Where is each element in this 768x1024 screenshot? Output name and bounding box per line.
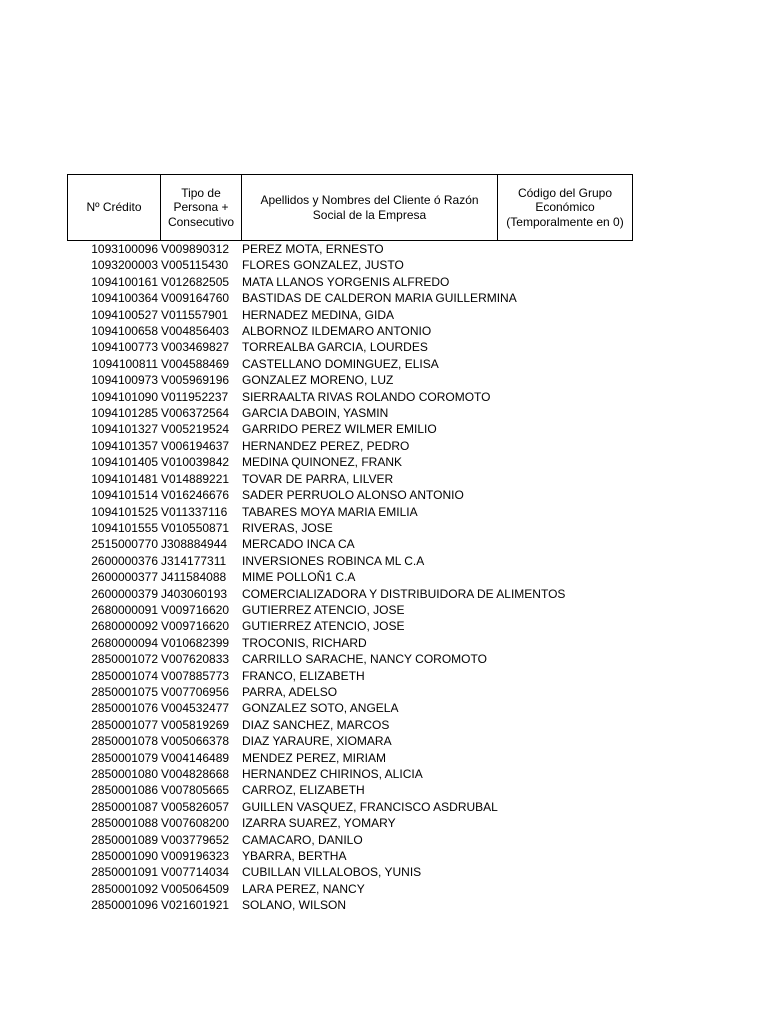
- credit-number-cell: 2850001077: [91, 717, 158, 732]
- client-name-cell: SOLANO, WILSON: [242, 898, 347, 913]
- credit-number-cell: 1094100161: [91, 274, 158, 289]
- person-type-cell: V004146489: [161, 750, 230, 765]
- client-name-cell: FRANCO, ELIZABETH: [242, 668, 365, 683]
- credit-number-cell: 2680000091: [91, 602, 158, 617]
- table-row: [67, 438, 632, 454]
- credit-number-cell: 2850001088: [91, 816, 158, 831]
- table-row: [67, 339, 632, 355]
- table-row: [67, 799, 632, 815]
- credit-number-cell: 1094100658: [91, 324, 158, 339]
- person-type-cell: V004856403: [161, 324, 230, 339]
- person-type-cell: V009716620: [161, 619, 230, 634]
- client-name-cell: MATA LLANOS YORGENIS ALFREDO: [242, 274, 450, 289]
- client-name-cell: MIME POLLOÑ1 C.A: [242, 570, 356, 585]
- table-row: [67, 750, 632, 766]
- client-name-cell: DIAZ SANCHEZ, MARCOS: [242, 717, 390, 732]
- person-type-cell: V005819269: [161, 717, 230, 732]
- person-type-cell: V014889221: [161, 471, 230, 486]
- credit-number-cell: 2850001078: [91, 734, 158, 749]
- client-name-cell: MEDINA QUINONEZ, FRANK: [242, 455, 403, 470]
- table-row: [67, 766, 632, 782]
- header-group-code: Código del Grupo Económico (Temporalmente en 0): [498, 175, 633, 241]
- table-row: [67, 356, 632, 372]
- table-row: [67, 454, 632, 470]
- person-type-cell: V007714034: [161, 865, 230, 880]
- credit-number-cell: 1094100773: [91, 340, 158, 355]
- credit-number-cell: 1093200003: [91, 258, 158, 273]
- credit-number-cell: 1094101405: [91, 455, 158, 470]
- person-type-cell: V006372564: [161, 406, 230, 421]
- client-name-cell: FLORES GONZALEZ, JUSTO: [242, 258, 404, 273]
- client-name-cell: CARRILLO SARACHE, NANCY COROMOTO: [242, 652, 487, 667]
- client-name-cell: SADER PERRUOLO ALONSO ANTONIO: [242, 488, 464, 503]
- person-type-cell: V003469827: [161, 340, 230, 355]
- person-type-cell: V003779652: [161, 832, 230, 847]
- table-header: [67, 174, 633, 241]
- credit-number-cell: 2850001089: [91, 832, 158, 847]
- client-name-cell: YBARRA, BERTHA: [242, 849, 347, 864]
- credit-number-cell: 2850001075: [91, 684, 158, 699]
- person-type-cell: V009890312: [161, 242, 230, 256]
- credit-list-sheet: [67, 174, 632, 914]
- credit-number-cell: 2680000094: [91, 635, 158, 650]
- credit-number-cell: 1094101357: [91, 438, 158, 453]
- table-row: [67, 586, 632, 602]
- client-name-cell: TROCONIS, RICHARD: [242, 635, 367, 650]
- header-client-name: Apellidos y Nombres del Cliente ó Razón Social de la Empresa: [242, 175, 498, 241]
- client-name-cell: TABARES MOYA MARIA EMILIA: [242, 504, 418, 519]
- header-credit-number: Nº Crédito: [68, 175, 161, 241]
- client-name-cell: HERNANDEZ PEREZ, PEDRO: [242, 438, 410, 453]
- person-type-cell: V005969196: [161, 373, 230, 388]
- table-row: [67, 848, 632, 864]
- credit-number-cell: 2850001087: [91, 799, 158, 814]
- table-row: [67, 668, 632, 684]
- header-person-type: Tipo de Persona + Consecutivo: [161, 175, 242, 241]
- person-type-cell: V005066378: [161, 734, 230, 749]
- client-name-cell: GONZALEZ SOTO, ANGELA: [242, 701, 399, 716]
- credit-number-cell: 1093100096: [91, 242, 158, 256]
- credit-number-cell: 2850001079: [91, 750, 158, 765]
- table-row: [67, 635, 632, 651]
- credit-number-cell: 2850001076: [91, 701, 158, 716]
- client-name-cell: BASTIDAS DE CALDERON MARIA GUILLERMINA: [242, 291, 517, 306]
- client-name-cell: GUTIERREZ ATENCIO, JOSE: [242, 619, 405, 634]
- table-row: [67, 520, 632, 536]
- person-type-cell: V009716620: [161, 602, 230, 617]
- person-type-cell: V009164760: [161, 291, 230, 306]
- client-name-cell: IZARRA SUAREZ, YOMARY: [242, 816, 396, 831]
- credit-number-cell: 1094101327: [91, 422, 158, 437]
- table-row: [67, 782, 632, 798]
- table-row: [67, 536, 632, 552]
- credit-number-cell: 2515000770: [91, 537, 158, 552]
- person-type-cell: V011337116: [161, 504, 228, 519]
- credit-number-cell: 2680000092: [91, 619, 158, 634]
- person-type-cell: J403060193: [161, 586, 228, 601]
- person-type-cell: V009196323: [161, 849, 230, 864]
- person-type-cell: V007885773: [161, 668, 230, 683]
- table-row: [67, 815, 632, 831]
- table-row: [67, 257, 632, 273]
- client-name-cell: MENDEZ PEREZ, MIRIAM: [242, 750, 387, 765]
- header-row: [68, 175, 633, 241]
- person-type-cell: V007620833: [161, 652, 230, 667]
- client-name-cell: GARCIA DABOIN, YASMIN: [242, 406, 389, 421]
- client-name-cell: HERNANDEZ CHIRINOS, ALICIA: [242, 767, 423, 781]
- table-row: [67, 602, 632, 618]
- client-name-cell: DIAZ YARAURE, XIOMARA: [242, 734, 392, 749]
- person-type-cell: V005064509: [161, 881, 230, 896]
- client-name-cell: GUILLEN VASQUEZ, FRANCISCO ASDRUBAL: [242, 799, 498, 814]
- table-row: [67, 881, 632, 897]
- client-name-cell: CUBILLAN VILLALOBOS, YUNIS: [242, 865, 422, 880]
- credit-number-cell: 2600000377: [91, 570, 158, 585]
- credit-number-cell: 2850001080: [91, 767, 158, 781]
- person-type-cell: J314177311: [161, 553, 227, 568]
- table-row: [67, 717, 632, 733]
- credit-number-cell: 2600000376: [91, 553, 158, 568]
- table-row: [67, 651, 632, 667]
- table-row: [67, 700, 632, 716]
- credit-number-cell: 1094100364: [91, 291, 158, 306]
- table-row: [67, 864, 632, 880]
- table-row: [67, 553, 632, 569]
- person-type-cell: V012682505: [161, 274, 230, 289]
- person-type-cell: V004588469: [161, 356, 230, 371]
- credit-number-cell: 1094101525: [91, 504, 158, 519]
- credit-number-cell: 1094100973: [91, 373, 158, 388]
- credit-number-cell: 1094100811: [92, 356, 158, 371]
- table-row: [67, 504, 632, 520]
- person-type-cell: V004532477: [161, 701, 230, 716]
- client-name-cell: ALBORNOZ ILDEMARO ANTONIO: [242, 324, 432, 339]
- client-name-cell: CAMACARO, DANILO: [242, 832, 363, 847]
- credit-number-cell: 2850001090: [91, 849, 158, 864]
- client-name-cell: COMERCIALIZADORA Y DISTRIBUIDORA DE ALIMENTOS: [242, 586, 566, 601]
- person-type-cell: V016246676: [161, 488, 230, 503]
- table-row: [67, 569, 632, 585]
- client-name-cell: INVERSIONES ROBINCA ML C.A: [242, 553, 425, 568]
- person-type-cell: V004828668: [161, 767, 230, 781]
- credit-number-cell: 2850001072: [91, 652, 158, 667]
- person-type-cell: V011557901: [161, 307, 229, 322]
- person-type-cell: J411584088: [161, 570, 227, 585]
- credit-number-cell: 2850001074: [91, 668, 158, 683]
- table-row: [67, 618, 632, 634]
- person-type-cell: V011952237: [161, 389, 229, 404]
- credit-number-cell: 1094100527: [91, 307, 158, 322]
- table-row: [67, 421, 632, 437]
- person-type-cell: V006194637: [161, 438, 230, 453]
- person-type-cell: V010682399: [161, 635, 230, 650]
- credit-number-cell: 1094101555: [91, 520, 158, 535]
- credit-number-cell: 2850001096: [91, 898, 158, 913]
- table-row: [67, 323, 632, 339]
- person-type-cell: V010550871: [161, 520, 230, 535]
- table-row: [67, 684, 632, 700]
- table-row: [67, 389, 632, 405]
- person-type-cell: V007706956: [161, 684, 230, 699]
- client-name-cell: HERNADEZ MEDINA, GIDA: [242, 307, 395, 322]
- client-name-cell: CASTELLANO DOMINGUEZ, ELISA: [242, 356, 439, 371]
- person-type-cell: J308884944: [161, 537, 228, 552]
- table-row: [67, 290, 632, 306]
- credit-number-cell: 2850001086: [91, 783, 158, 798]
- client-name-cell: GUTIERREZ ATENCIO, JOSE: [242, 602, 405, 617]
- client-name-cell: PARRA, ADELSO: [242, 684, 338, 699]
- table-row: [67, 487, 632, 503]
- person-type-cell: V005115430: [161, 258, 229, 273]
- person-type-cell: V007608200: [161, 816, 230, 831]
- credit-number-cell: 1094101285: [91, 406, 158, 421]
- table-row: [67, 372, 632, 388]
- client-name-cell: SIERRAALTA RIVAS ROLANDO COROMOTO: [242, 389, 491, 404]
- table-row: [67, 307, 632, 323]
- table-row: [67, 733, 632, 749]
- table-body: [67, 241, 632, 914]
- credit-number-cell: 1094101514: [91, 488, 158, 503]
- table-row: [67, 405, 632, 421]
- client-name-cell: GONZALEZ MORENO, LUZ: [242, 373, 394, 388]
- table-row: [67, 241, 632, 257]
- credit-number-cell: 2850001091: [91, 865, 158, 880]
- table-row: [67, 274, 632, 290]
- client-name-cell: GARRIDO PEREZ WILMER EMILIO: [242, 422, 437, 437]
- client-name-cell: RIVERAS, JOSE: [242, 520, 333, 535]
- credit-number-cell: 2850001092: [91, 881, 158, 896]
- client-name-cell: LARA PEREZ, NANCY: [242, 881, 365, 896]
- credit-number-cell: 1094101090: [91, 389, 158, 404]
- table-row: [67, 832, 632, 848]
- person-type-cell: V007805665: [161, 783, 230, 798]
- client-name-cell: PEREZ MOTA, ERNESTO: [242, 242, 384, 256]
- client-name-cell: CARROZ, ELIZABETH: [242, 783, 365, 798]
- table-row: [67, 471, 632, 487]
- table-row: [67, 897, 632, 913]
- client-name-cell: TORREALBA GARCIA, LOURDES: [242, 340, 428, 355]
- credit-number-cell: 2600000379: [91, 586, 158, 601]
- client-name-cell: MERCADO INCA CA: [242, 537, 355, 552]
- person-type-cell: V021601921: [161, 898, 230, 913]
- credit-number-cell: 1094101481: [91, 471, 158, 486]
- person-type-cell: V005219524: [161, 422, 230, 437]
- person-type-cell: V005826057: [161, 799, 230, 814]
- person-type-cell: V010039842: [161, 455, 230, 470]
- client-name-cell: TOVAR DE PARRA, LILVER: [242, 471, 394, 486]
